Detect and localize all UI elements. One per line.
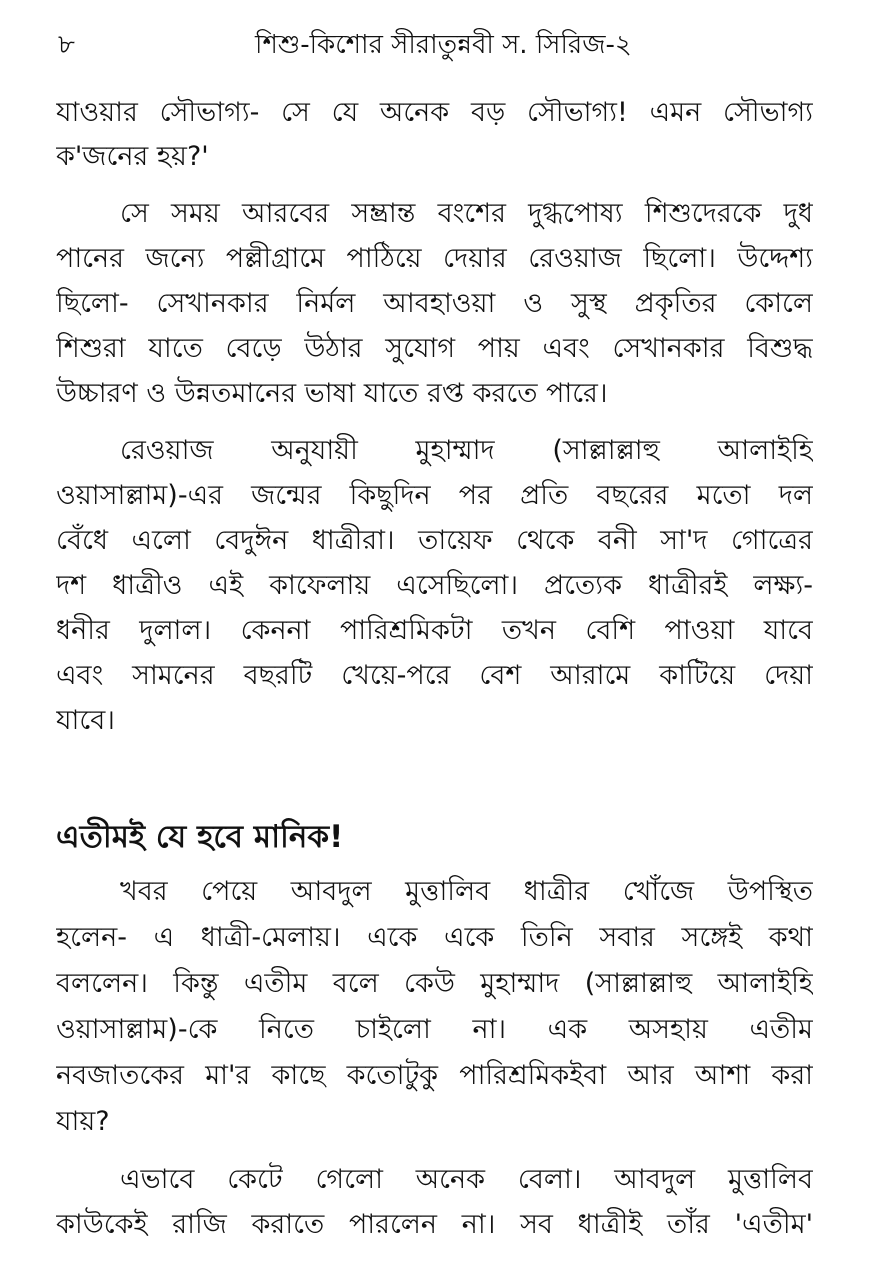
text-line: রেওয়াজ অনুযায়ী মুহাম্মাদ (সাল্লাল্লাহু আলাইহি: [120, 435, 813, 466]
text-line: সে সময় আরবের সম্ভ্রান্ত বংশের দুগ্ধপোষ্য শিশুদেরকে দুধ: [120, 198, 813, 229]
section-heading: এতীমই যে হবে মানিক!: [56, 819, 344, 855]
text-line: বললেন। কিন্তু এতীম বলে কেউ মুহাম্মাদ (সাল্লাল্লাহু আলাইহি: [56, 968, 813, 999]
text-line: উচ্চারণ ও উন্নতমানের ভাষা যাতে রপ্ত করতে পারে।: [56, 378, 608, 409]
text-line: যাওয়ার সৌভাগ্য- সে যে অনেক বড় সৌভাগ্য! এমন সৌভাগ্য: [56, 97, 813, 128]
text-line: যায়?: [56, 1106, 110, 1137]
text-line: পানের জন্যে পল্লীগ্রামে পাঠিয়ে দেয়ার রেওয়াজ ছিলো। উদ্দেশ্য: [56, 243, 813, 274]
text-line: নবজাতকের মা'র কাছে কতোটুকু পারিশ্রমিকইবা আর আশা করা: [56, 1060, 813, 1091]
page-number: ৮: [58, 30, 75, 60]
text-line: এভাবে কেটে গেলো অনেক বেলা। আবদুল মুত্তালিব: [120, 1164, 813, 1195]
text-line: ধনীর দুলাল। কেননা পারিশ্রমিকটা তখন বেশি পাওয়া যাবে: [56, 615, 813, 646]
text-line: হলেন- এ ধাত্রী-মেলায়। একে একে তিনি সবার সঙ্গেই কথা: [56, 922, 813, 953]
text-line: খবর পেয়ে আবদুল মুত্তালিব ধাত্রীর খোঁজে উপস্থিত: [120, 876, 813, 907]
text-line: কাউকেই রাজি করাতে পারলেন না। সব ধাত্রীই তাঁর 'এতীম': [56, 1209, 813, 1240]
text-line: ছিলো- সেখানকার নির্মল আবহাওয়া ও সুস্থ প্রকৃতির কোলে: [56, 288, 813, 319]
text-line: যাবে।: [56, 705, 115, 736]
text-line: বেঁধে এলো বেদুঈন ধাত্রীরা। তায়েফ থেকে বনী সা'দ গোত্রের: [56, 525, 813, 556]
text-line: এবং সামনের বছরটি খেয়ে-পরে বেশ আরামে কাটিয়ে দেয়া: [56, 660, 813, 691]
text-line: ওয়াসাল্লাম)-এর জন্মের কিছুদিন পর প্রতি বছরের মতো দল: [56, 480, 813, 511]
text-line: ক'জনের হয়?': [56, 141, 209, 172]
text-line: শিশুরা যাতে বেড়ে উঠার সুযোগ পায় এবং সেখানকার বিশুদ্ধ: [56, 333, 813, 364]
text-line: ওয়াসাল্লাম)-কে নিতে চাইলো না। এক অসহায় এতীম: [56, 1014, 813, 1045]
running-title: শিশু-কিশোর সীরাতুন্নবী স. সিরিজ-২: [255, 30, 632, 60]
text-line: দশ ধাত্রীও এই কাফেলায় এসেছিলো। প্রত্যেক ধাত্রীরই লক্ষ্য-: [56, 570, 813, 601]
